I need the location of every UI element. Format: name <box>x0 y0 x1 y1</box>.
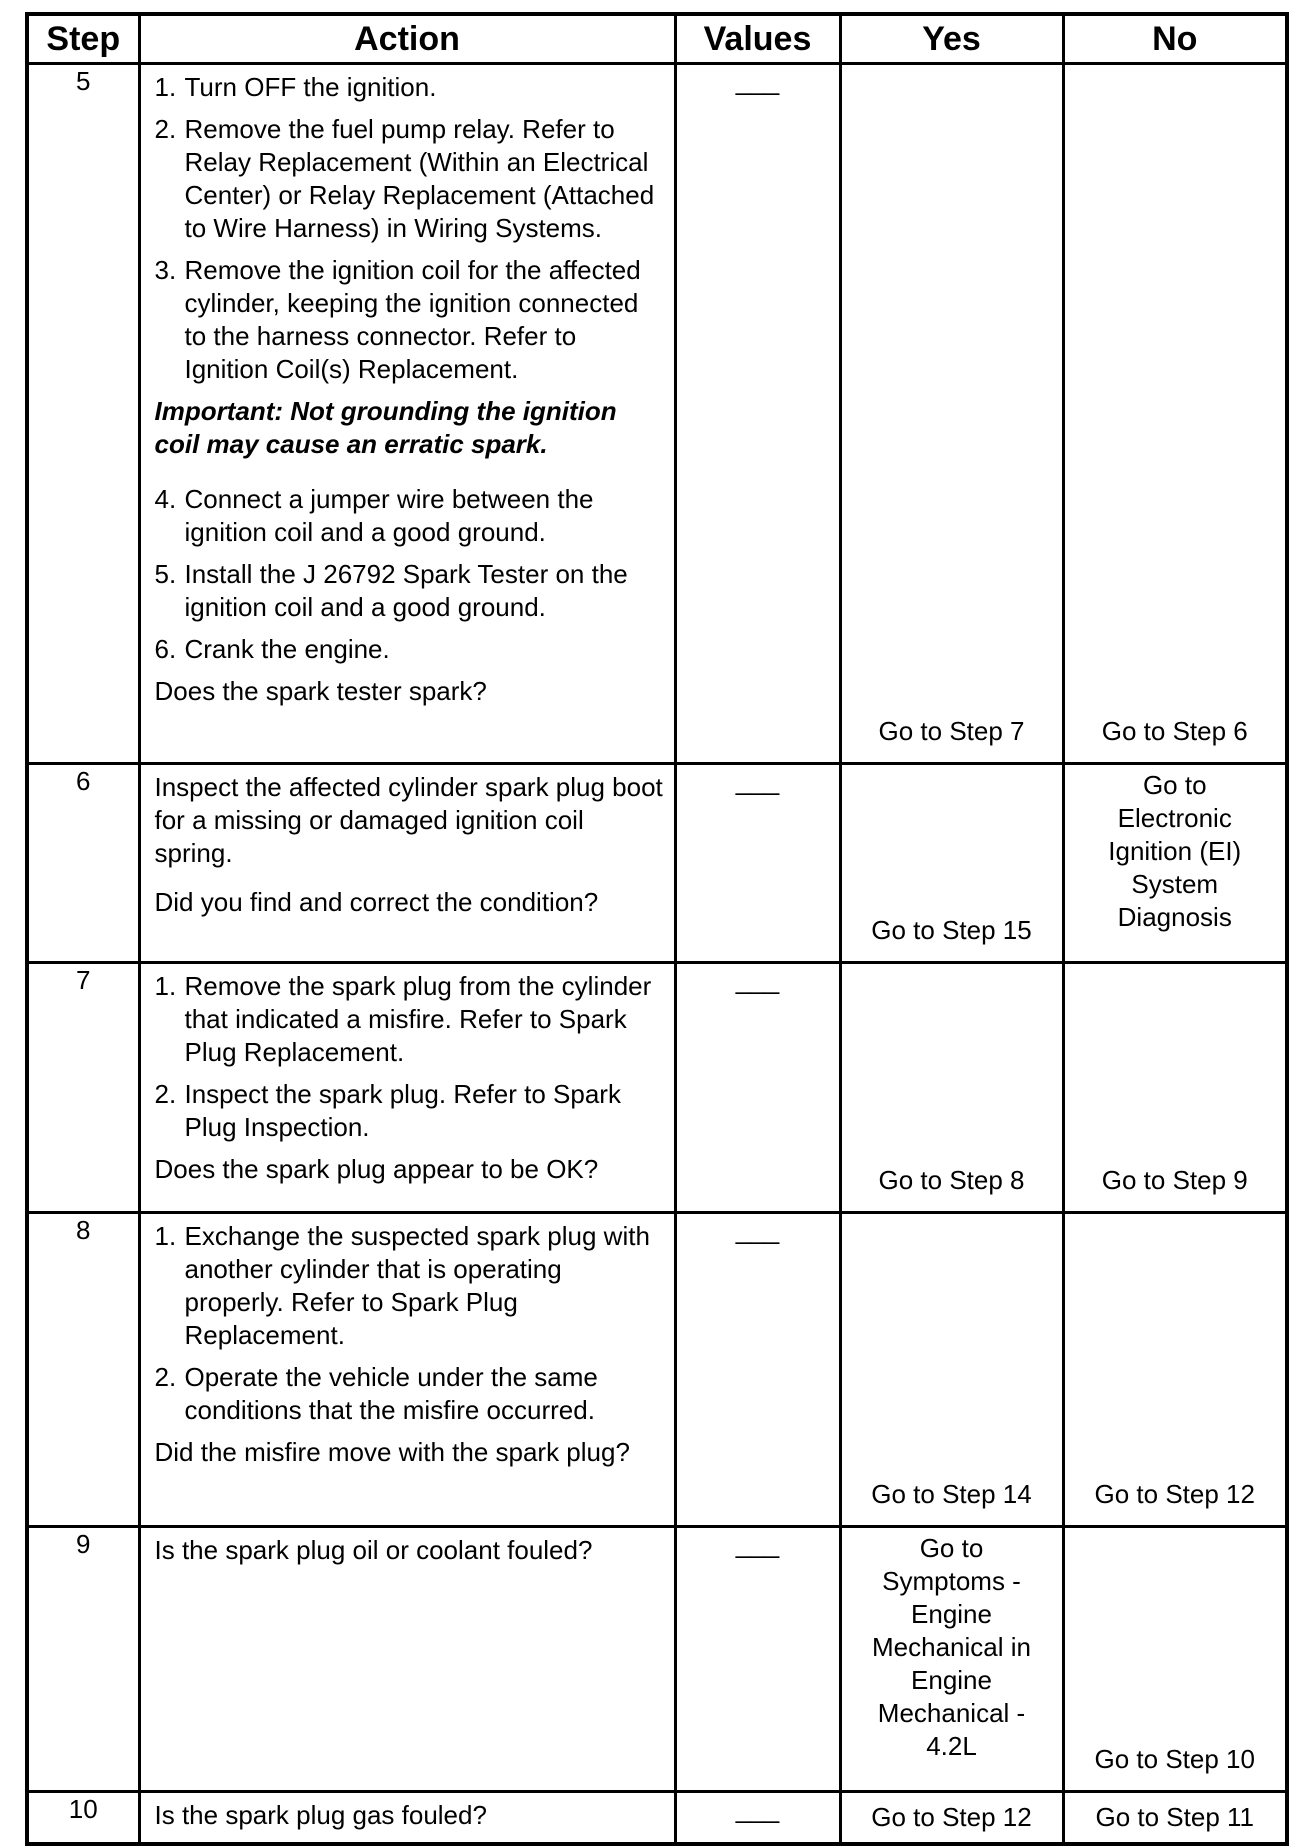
step-index: 1. <box>154 72 177 102</box>
values-cell: ___ <box>675 1213 840 1527</box>
table-row-step-10 <box>27 1792 1287 1845</box>
step-index: 3. <box>154 255 177 285</box>
action-cell <box>139 1527 675 1792</box>
action-question: Does the spark plug appear to be OK? <box>154 1154 599 1184</box>
action-question: Is the spark plug oil or coolant fouled? <box>154 1535 593 1565</box>
action-step <box>155 1078 664 1144</box>
step-index: 5. <box>154 559 177 589</box>
diagnostic-table-container <box>25 12 1285 1846</box>
step-text: Remove the fuel pump relay. Refer to Relay Replacement (Within an Electrical Center) or Relay Replacement (Attached to Wire Harness) in Wiring Systems. <box>184 114 655 243</box>
action-question: Did the misfire move with the spark plug? <box>154 1437 630 1467</box>
step-number: 9 <box>27 1527 139 1792</box>
header-values: Values <box>675 14 840 64</box>
step-index: 4. <box>154 484 177 514</box>
action-steps <box>155 970 664 1144</box>
action-steps <box>155 483 664 666</box>
step-text: Exchange the suspected spark plug with another cylinder that is operating properly. Refer to Spark Plug Replacement. <box>184 1221 650 1350</box>
values-cell: ___ <box>675 64 840 764</box>
values-cell: ___ <box>675 1527 840 1792</box>
action-cell <box>139 963 675 1213</box>
no-result: Go to Step 10 <box>1063 1527 1287 1792</box>
action-question: Did you find and correct the condition? <box>154 887 599 917</box>
header-no: No <box>1063 14 1287 64</box>
step-text: Turn OFF the ignition. <box>184 72 437 102</box>
header-step: Step <box>27 14 139 64</box>
action-cell <box>139 764 675 963</box>
step-text: Remove the spark plug from the cylinder that indicated a misfire. Refer to Spark Plug Replacement. <box>184 971 652 1067</box>
table-row-step-9 <box>27 1527 1287 1792</box>
table-row-step-8 <box>27 1213 1287 1527</box>
action-steps <box>155 71 664 386</box>
action-cell <box>139 1213 675 1527</box>
step-index: 2. <box>154 114 177 144</box>
no-result: Go to Electronic Ignition (EI) System Diagnosis <box>1063 764 1287 963</box>
step-text: Crank the engine. <box>184 634 390 664</box>
values-cell: ___ <box>675 963 840 1213</box>
values-cell: ___ <box>675 1792 840 1845</box>
important-note: Important: Not grounding the ignition coil may cause an erratic spark. <box>154 396 617 459</box>
action-step <box>155 483 664 549</box>
yes-result: Go to Step 15 <box>840 764 1063 963</box>
action-step <box>155 254 664 386</box>
yes-result: Go to Symptoms - Engine Mechanical in Engine Mechanical - 4.2L <box>840 1527 1063 1792</box>
action-step <box>155 113 664 245</box>
action-steps <box>155 1220 664 1427</box>
header-yes: Yes <box>840 14 1063 64</box>
yes-result: Go to Step 14 <box>840 1213 1063 1527</box>
step-index: 6. <box>154 634 177 664</box>
header-row <box>27 14 1287 64</box>
action-text: Inspect the affected cylinder spark plug boot for a missing or damaged ignition coil spring. <box>154 772 663 868</box>
step-index: 1. <box>154 971 177 1001</box>
step-text: Inspect the spark plug. Refer to Spark Plug Inspection. <box>184 1079 621 1142</box>
table-row-step-7 <box>27 963 1287 1213</box>
step-index: 2. <box>154 1362 177 1392</box>
action-question: Is the spark plug gas fouled? <box>154 1800 487 1830</box>
table-row-step-5 <box>27 64 1287 764</box>
action-step <box>155 633 664 666</box>
step-text: Operate the vehicle under the same conditions that the misfire occurred. <box>184 1362 598 1425</box>
no-result: Go to Step 12 <box>1063 1213 1287 1527</box>
no-result: Go to Step 9 <box>1063 963 1287 1213</box>
step-number: 10 <box>27 1792 139 1845</box>
action-step <box>155 970 664 1069</box>
step-text: Connect a jumper wire between the ignition coil and a good ground. <box>184 484 594 547</box>
step-index: 2. <box>154 1079 177 1109</box>
step-text: Remove the ignition coil for the affected cylinder, keeping the ignition connected to the harness connector. Refer to Ignition Coil(s) Replacement. <box>184 255 641 384</box>
action-step <box>155 1220 664 1352</box>
no-result: Go to Step 11 <box>1063 1792 1287 1845</box>
diagnostic-table <box>25 12 1289 1846</box>
action-cell <box>139 64 675 764</box>
table-row-step-6 <box>27 764 1287 963</box>
yes-result: Go to Step 8 <box>840 963 1063 1213</box>
action-step <box>155 558 664 624</box>
header-action: Action <box>139 14 675 64</box>
step-number: 7 <box>27 963 139 1213</box>
action-step <box>155 71 664 104</box>
yes-result: Go to Step 7 <box>840 64 1063 764</box>
action-question: Does the spark tester spark? <box>154 676 487 706</box>
step-number: 5 <box>27 64 139 764</box>
step-index: 1. <box>154 1221 177 1251</box>
action-step <box>155 1361 664 1427</box>
step-number: 8 <box>27 1213 139 1527</box>
no-result: Go to Step 6 <box>1063 64 1287 764</box>
step-number: 6 <box>27 764 139 963</box>
action-cell <box>139 1792 675 1845</box>
values-cell: ___ <box>675 764 840 963</box>
step-text: Install the J 26792 Spark Tester on the ignition coil and a good ground. <box>184 559 628 622</box>
yes-result: Go to Step 12 <box>840 1792 1063 1845</box>
